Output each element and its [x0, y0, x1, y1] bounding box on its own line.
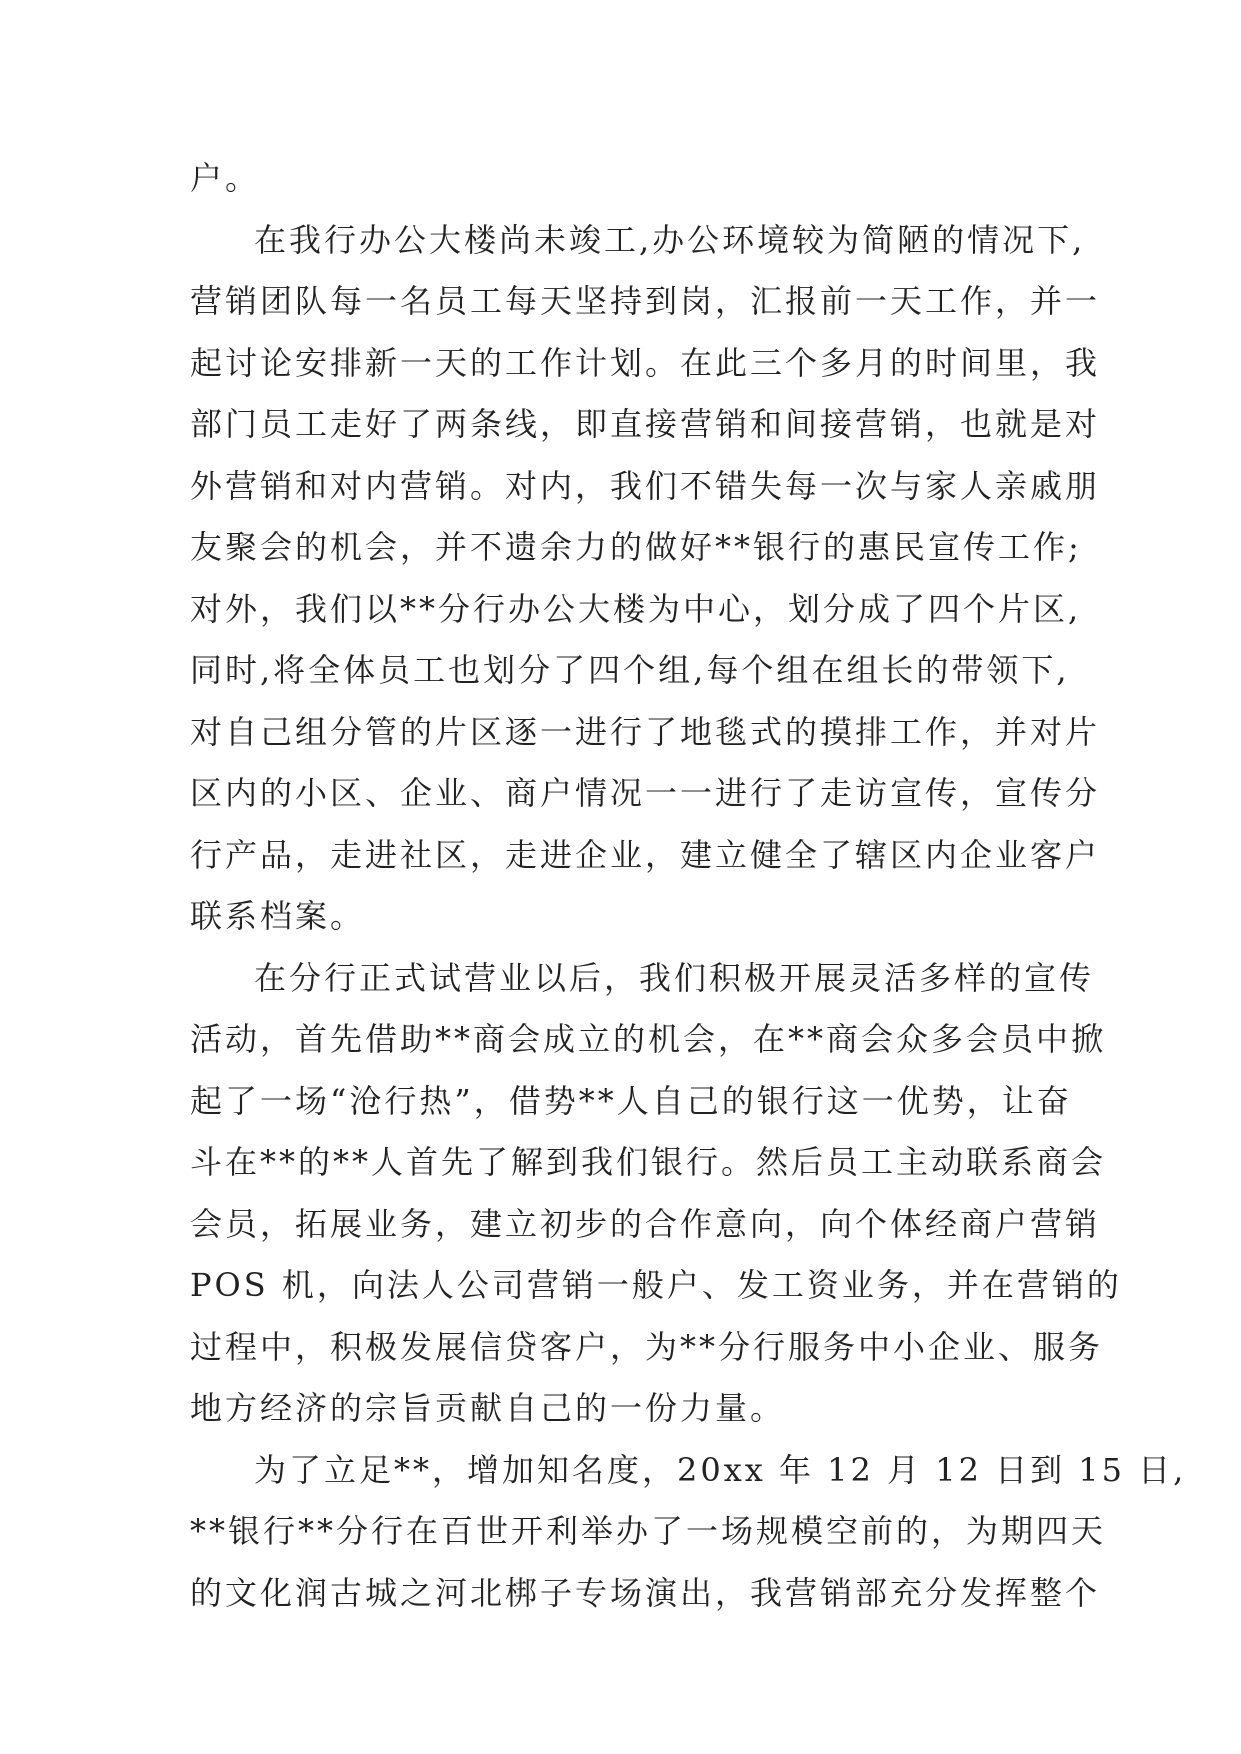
text-line: 的文化润古城之河北梆子专场演出，我营销部充分发挥整个 [190, 1573, 1101, 1612]
text-line: 过程中，积极发展信贷客户，为**分行服务中小企业、服务 [190, 1327, 1104, 1366]
text-line: **银行**分行在百世开利举办了一场规模空前的，为期四天 [190, 1512, 1107, 1550]
text-line: 区内的小区、企业、商户情况一一进行了走访宣传，宣传分 [190, 774, 1101, 812]
text-line: 对自己组分管的片区逐一进行了地毯式的摸排工作，并对片 [190, 712, 1101, 751]
text-line: 友聚会的机会，并不遗余力的做好**银行的惠民宣传工作; [190, 528, 1082, 566]
text-line: 活动，首先借助**商会成立的机会，在**商会众多会员中掀 [190, 1020, 1107, 1058]
text-line: 营销团队每一名员工每天坚持到岗，汇报前一天工作，并一 [190, 282, 1101, 320]
text-line: 地方经济的宗旨贡献自己的一份力量。 [190, 1389, 786, 1427]
text-line: 起讨论安排新一天的工作计划。在此三个多月的时间里，我 [190, 343, 1101, 382]
text-line: 外营销和对内营销。对内，我们不错失每一次与家人亲戚朋 [190, 466, 1101, 505]
paragraph-first-line: 为了立足**，增加知名度，20xx 年 12 月 12 日到 15 日, [254, 1450, 1187, 1489]
text-line: 部门员工走好了两条线，即直接营销和间接营销，也就是对 [190, 405, 1101, 443]
text-line: 对外，我们以**分行办公大楼为中心，划分成了四个片区, [190, 589, 1082, 628]
document-body [190, 148, 1187, 1624]
text-line: 斗在**的**人首先了解到我们银行。然后员工主动联系商会 [190, 1143, 1107, 1181]
text-line: 起了一场“沧行热”，借势**人自己的银行这一优势，让奋 [190, 1081, 1072, 1120]
text-line: 户。 [190, 159, 261, 197]
text-line: 行产品，走进社区，走进企业，建立健全了辖区内企业客户 [190, 835, 1101, 874]
text-line: POS 机，向法人公司营销一般户、发工资业务，并在营销的 [190, 1266, 1122, 1304]
text-line: 同时,将全体员工也划分了四个组,每个组在组长的带领下, [190, 651, 1070, 689]
text-line: 会员，拓展业务，建立初步的合作意向，向个体经商户营销 [190, 1204, 1101, 1243]
paragraph-first-line: 在分行正式试营业以后，我们积极开展灵活多样的宣传 [254, 958, 1095, 997]
paragraph-first-line: 在我行办公大楼尚未竣工,办公环境较为简陋的情况下, [254, 220, 1086, 259]
text-line: 联系档案。 [190, 897, 366, 935]
